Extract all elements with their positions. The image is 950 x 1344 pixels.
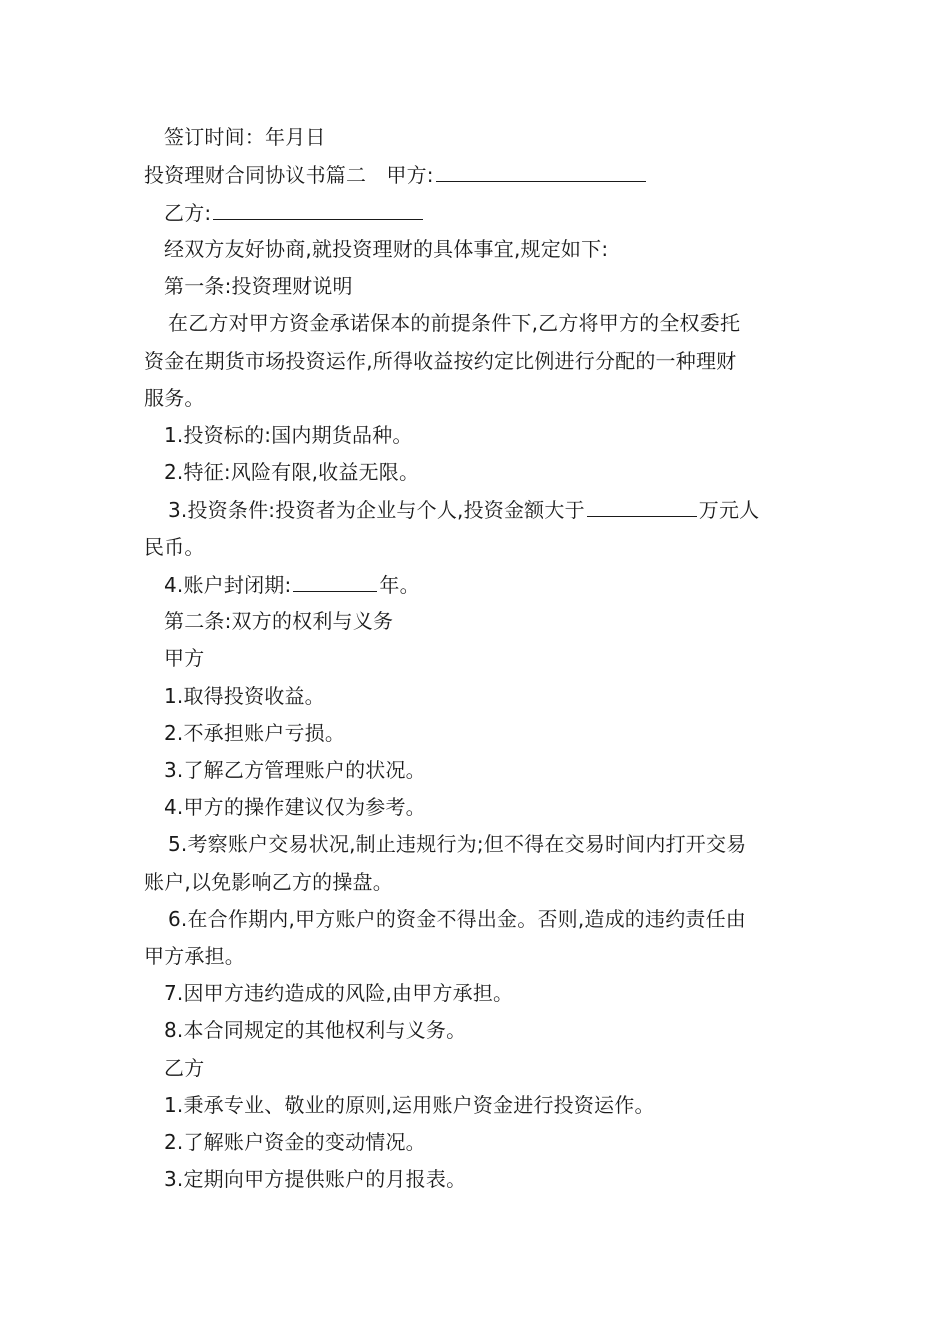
party-a-blank xyxy=(436,161,646,182)
list-item-continuation: 民币。 xyxy=(144,535,205,559)
list-item xyxy=(168,496,814,523)
article1-body-line-1: 在乙方对甲方资金承诺保本的前提条件下,乙方将甲方的全权委托 xyxy=(168,311,741,335)
party-a-heading: 甲方 xyxy=(164,646,205,670)
sign-time: 签订时间：年月日 xyxy=(164,125,326,149)
list-item: 1.取得投资收益。 xyxy=(164,684,325,708)
list-item: 2.了解账户资金的变动情况。 xyxy=(164,1130,426,1154)
party-b-blank xyxy=(213,199,423,220)
article1-title: 第一条:投资理财说明 xyxy=(164,274,353,298)
list-item-continuation: 账户,以免影响乙方的操盘。 xyxy=(144,870,393,894)
list-item: 3.定期向甲方提供账户的月报表。 xyxy=(164,1167,467,1191)
list-item: 2.不承担账户亏损。 xyxy=(164,721,346,745)
list-item: 2.特征:风险有限,收益无限。 xyxy=(164,460,420,484)
party-b-line xyxy=(164,199,814,226)
party-b-heading: 乙方 xyxy=(164,1056,205,1080)
period-blank xyxy=(293,571,377,592)
article2-title: 第二条:双方的权利与义务 xyxy=(164,609,394,633)
item4-unit: 年。 xyxy=(379,573,420,597)
intro: 经双方友好协商,就投资理财的具体事宜,规定如下: xyxy=(164,237,609,261)
list-item: 3.了解乙方管理账户的状况。 xyxy=(164,758,426,782)
item3-text: 3.投资条件:投资者为企业与个人,投资金额大于 xyxy=(168,498,585,522)
amount-blank xyxy=(587,496,697,517)
list-item xyxy=(164,571,814,598)
list-item: 1.秉承专业、敬业的原则,运用账户资金进行投资运作。 xyxy=(164,1093,655,1117)
list-item: 6.在合作期内,甲方账户的资金不得出金。否则,造成的违约责任由 xyxy=(168,907,746,931)
list-item: 5.考察账户交易状况,制止违规行为;但不得在交易时间内打开交易 xyxy=(168,832,747,856)
article1-body-line-2: 资金在期货市场投资运作,所得收益按约定比例进行分配的一种理财 xyxy=(144,349,737,373)
list-item: 8.本合同规定的其他权利与义务。 xyxy=(164,1018,467,1042)
item3-unit: 万元人 xyxy=(698,498,760,522)
title-and-party-a-label: 投资理财合同协议书篇二 甲方: xyxy=(144,163,434,187)
title-party-a-line xyxy=(144,161,814,188)
party-b-label: 乙方: xyxy=(164,201,212,225)
item4-text: 4.账户封闭期: xyxy=(164,573,292,597)
list-item: 1.投资标的:国内期货品种。 xyxy=(164,423,413,447)
list-item: 4.甲方的操作建议仅为参考。 xyxy=(164,795,426,819)
list-item-continuation: 甲方承担。 xyxy=(144,944,245,968)
article1-body-line-3: 服务。 xyxy=(144,386,205,410)
list-item: 7.因甲方违约造成的风险,由甲方承担。 xyxy=(164,981,514,1005)
